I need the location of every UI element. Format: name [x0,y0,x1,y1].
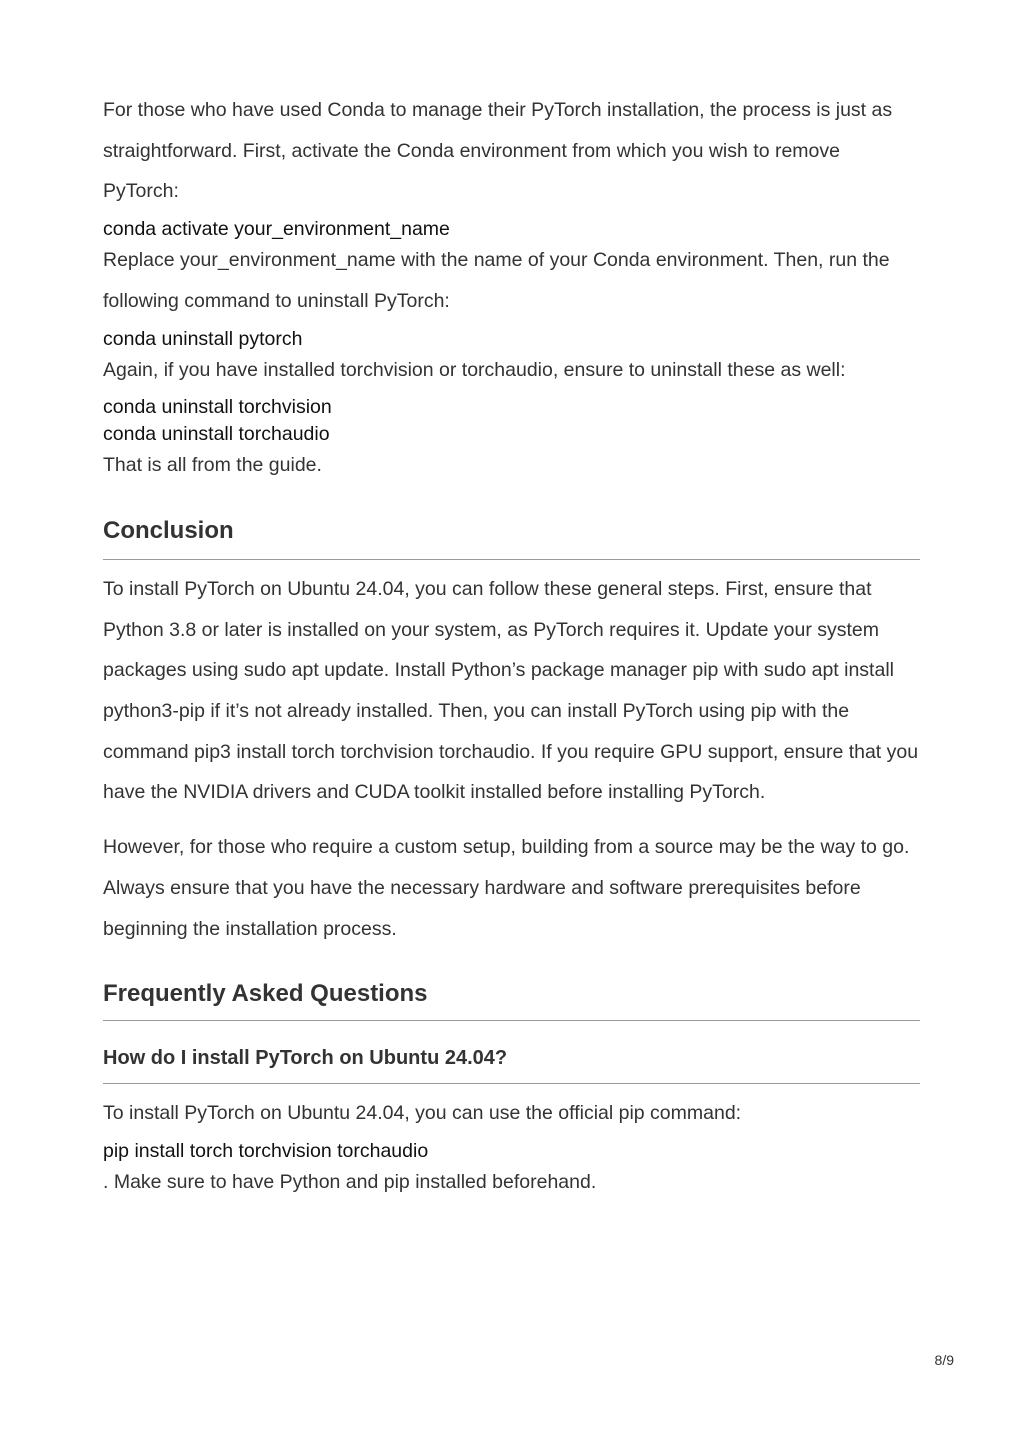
heading-faq-q1: How do I install PyTorch on Ubuntu 24.04? [103,1047,508,1070]
code-conda-uninstall-torchvision: conda uninstall torchvision [103,396,332,419]
heading-faq: Frequently Asked Questions [103,980,428,1008]
code-pip-install: pip install torch torchvision torchaudio [103,1139,429,1162]
paragraph-that-is-all: That is all from the guide. [103,454,322,477]
code-conda-uninstall-torchaudio: conda uninstall torchaudio [103,423,330,446]
paragraph-faq-q1: To install PyTorch on Ubuntu 24.04, you can use the official pip command: [103,1102,742,1125]
paragraph-conda-intro: For those who have used Conda to manage their PyTorch installation, the process is just as straightforward. First, activate the Conda environment from which you wish to remove PyTorch: [103,99,893,203]
paragraph-conclusion-1: To install PyTorch on Ubuntu 24.04, you can follow these general steps. First, ensure that Python 3.8 or later is installed on your system, as PyTorch requires it. Update your system packages using sudo apt update. Install Python’s package manager pip with sudo apt install python3-pip if it’s not already installed. Then, you can install PyTorch using pip with the command pip3 install torch torchvision torchaudio. If you require GPU support, ensure that you have the NVIDIA drivers and CUDA toolkit installed before installing PyTorch. [103,577,919,804]
code-conda-activate: conda activate your_environment_name [103,218,450,241]
heading-conclusion: Conclusion [103,516,234,544]
paragraph-again: Again, if you have installed torchvision or torchaudio, ensure to uninstall these as well: [103,358,846,381]
page-number: 8/9 [934,1352,954,1368]
paragraph-replace-env: Replace your_environment_name with the name of your Conda environment. Then, run the following command to uninstall PyTorch: [103,249,890,312]
paragraph-faq-q1-after: . Make sure to have Python and pip installed beforehand. [103,1170,597,1193]
document-page [103,90,920,1203]
paragraph-conclusion-2: However, for those who require a custom setup, building from a source may be the way to go. Always ensure that you have the necessary hardware and software prerequisites before beginning the installation process. [103,836,910,940]
code-conda-uninstall-pytorch: conda uninstall pytorch [103,327,303,350]
